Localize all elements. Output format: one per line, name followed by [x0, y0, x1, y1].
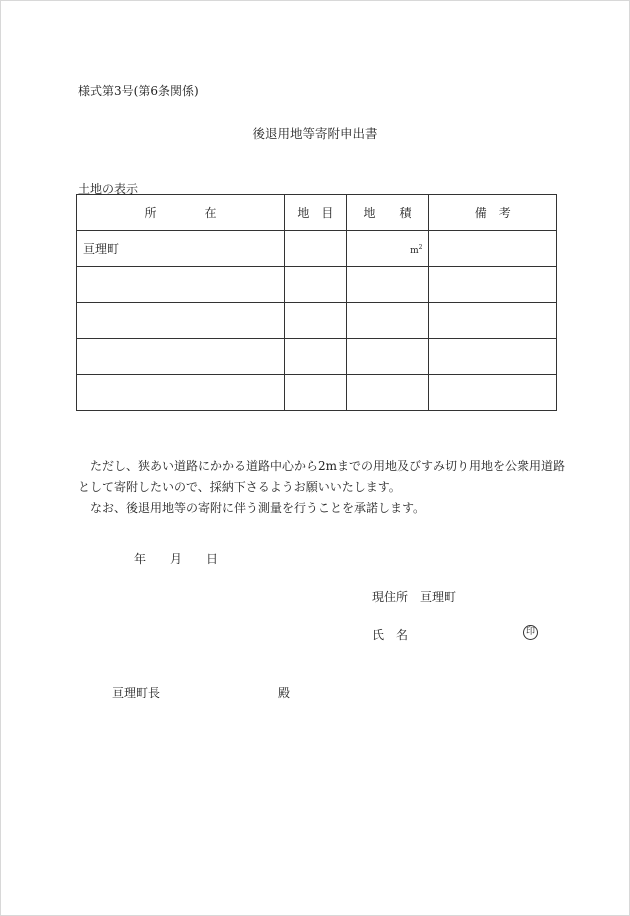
- cell-note[interactable]: [429, 339, 557, 375]
- cell-location[interactable]: [77, 303, 285, 339]
- header-category: 地 目: [285, 195, 347, 231]
- table-row: [77, 339, 557, 375]
- address-value[interactable]: 亘理町: [420, 590, 457, 604]
- cell-category[interactable]: [285, 339, 347, 375]
- cell-area[interactable]: [346, 339, 429, 375]
- seal-mark: 印: [523, 625, 538, 640]
- cell-location[interactable]: 亘理町: [77, 231, 285, 267]
- form-number: 様式第3号(第6条関係): [78, 84, 199, 98]
- recipient-honorific: 殿: [278, 686, 291, 700]
- cell-note[interactable]: [429, 303, 557, 339]
- cell-area[interactable]: [346, 267, 429, 303]
- cell-area[interactable]: [346, 375, 429, 411]
- date-month: 月: [170, 552, 183, 566]
- table-header-row: [77, 195, 557, 231]
- cell-category[interactable]: [285, 375, 347, 411]
- address-line: [372, 588, 456, 605]
- cell-note[interactable]: [429, 231, 557, 267]
- name-line: [372, 626, 408, 643]
- cell-category[interactable]: [285, 231, 347, 267]
- table-row: [77, 303, 557, 339]
- cell-category[interactable]: [285, 267, 347, 303]
- date-day: 日: [206, 552, 219, 566]
- recipient-name: 亘理町長: [112, 686, 161, 700]
- cell-location[interactable]: [77, 339, 285, 375]
- header-area: 地 積: [346, 195, 429, 231]
- area-unit: $m^2$: [410, 243, 423, 256]
- date-line: [134, 550, 218, 567]
- date-year: 年: [134, 552, 147, 566]
- cell-note[interactable]: [429, 375, 557, 411]
- table-row: [77, 231, 557, 267]
- document-title: 後退用地等寄附申出書: [252, 126, 378, 141]
- cell-area[interactable]: [346, 231, 429, 267]
- land-table: [76, 194, 557, 411]
- table-row: [77, 267, 557, 303]
- cell-location[interactable]: [77, 267, 285, 303]
- address-label: 現住所: [372, 590, 409, 604]
- land-section-label: 土地の表示: [78, 182, 139, 196]
- body-paragraph-2: なお、後退用地等の寄附に伴う測量を行うことを承諾します。: [90, 501, 426, 515]
- body-paragraph-1: ただし、狭あい道路にかかる道路中心から2mまでの用地及びすみ切り用地を公衆用道路として寄附したいので、採納下さるようお願いいたします。: [78, 459, 566, 494]
- cell-category[interactable]: [285, 303, 347, 339]
- cell-note[interactable]: [429, 267, 557, 303]
- body-text: [78, 456, 568, 519]
- cell-area[interactable]: [346, 303, 429, 339]
- header-note: 備 考: [429, 195, 557, 231]
- header-location: 所 在: [77, 195, 285, 231]
- cell-location[interactable]: [77, 375, 285, 411]
- table-row: [77, 375, 557, 411]
- name-label: 氏 名: [372, 628, 409, 642]
